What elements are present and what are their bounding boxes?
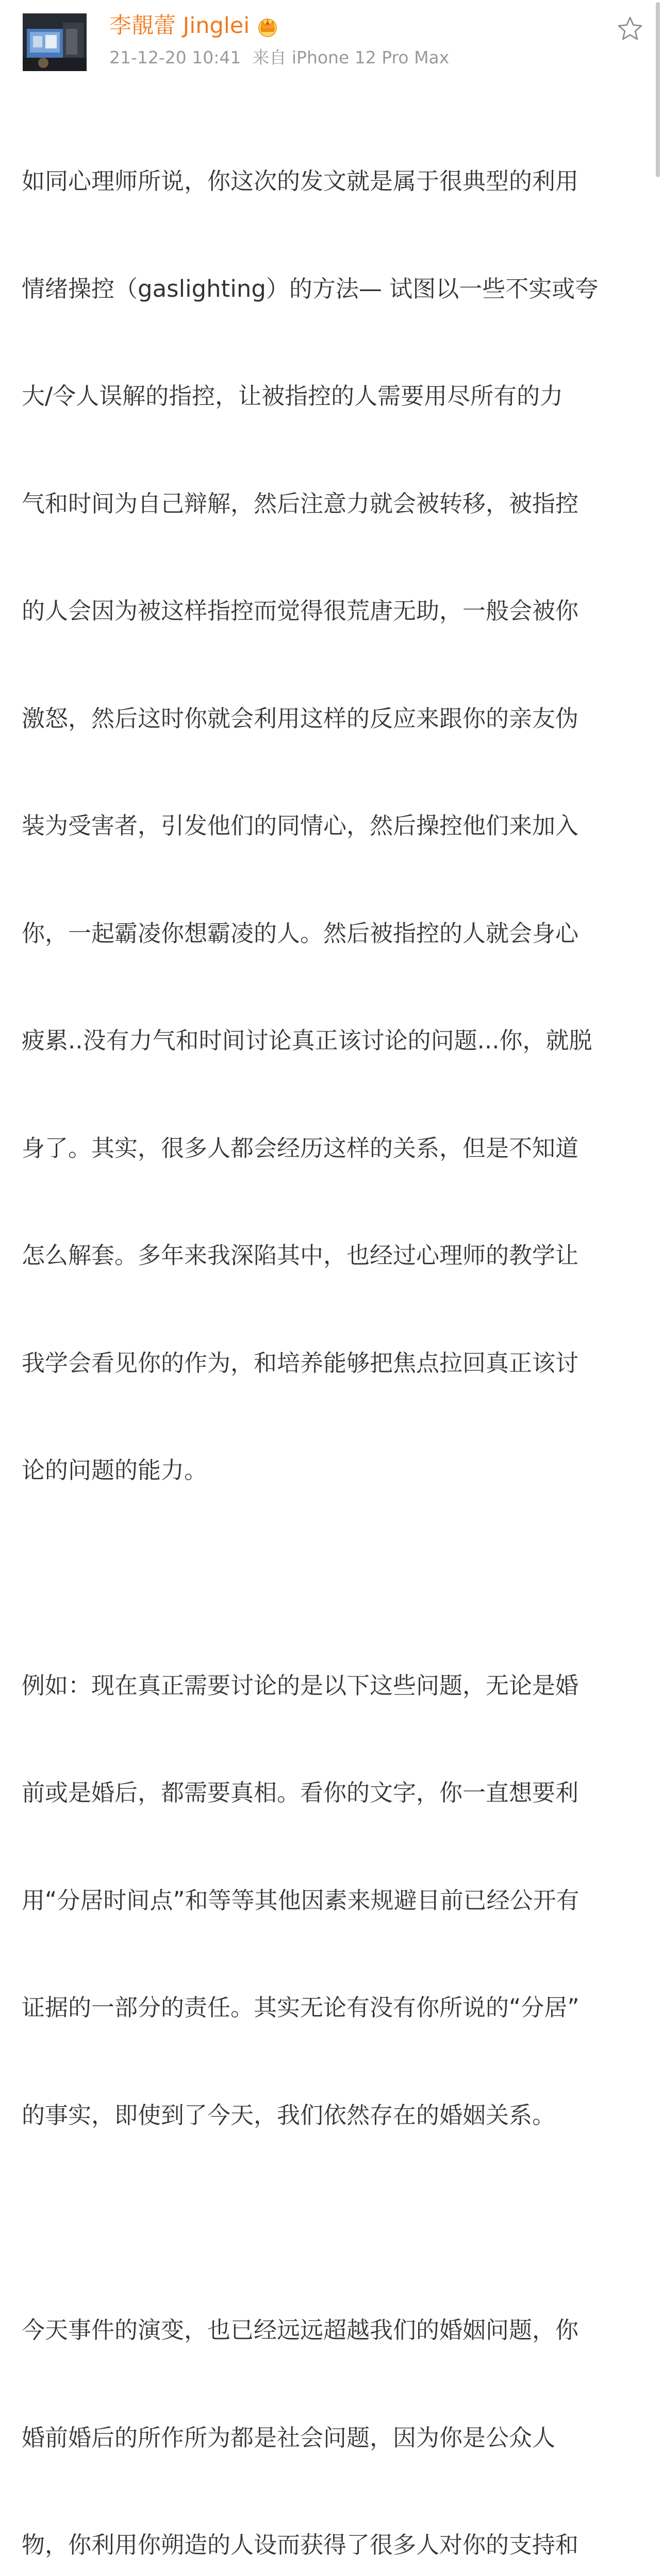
text-line: 论的问题的能力。	[22, 1456, 208, 1484]
text-line: 大/令人误解的指控，让被指控的人需要用尽所有的力	[22, 382, 564, 410]
text-line: 前或是婚后，都需要真相。看你的文字，你一直想要利	[22, 1779, 579, 1806]
crown-icon	[256, 15, 279, 37]
post-source[interactable]: 来自 iPhone 12 Pro Max	[252, 47, 450, 67]
text-line: 你，一起霸凌你想霸凌的人。然后被指控的人就会身心	[22, 919, 579, 947]
text-line: 证据的一部分的责任。其实无论有没有你所说的“分居”	[22, 1994, 580, 2021]
text-line: 身了。其实，很多人都会经历这样的关系，但是不知道	[22, 1134, 579, 1162]
avatar[interactable]	[23, 13, 87, 71]
post-body	[22, 92, 640, 2576]
post-paragraph	[22, 1596, 640, 2205]
text-line: 情绪操控（gaslighting）的方法— 试图以一些不实或夸	[22, 275, 599, 302]
scrollbar[interactable]	[656, 2, 660, 177]
post-paragraph	[22, 2241, 640, 2576]
star-icon[interactable]	[617, 15, 643, 42]
text-line: 我学会看见你的作为，和培养能够把焦点拉回真正该讨	[22, 1349, 579, 1377]
username[interactable]: 李靚蕾 Jinglei	[109, 13, 250, 39]
text-line: 的事实，即使到了今天，我们依然存在的婚姻关系。	[22, 2101, 556, 2129]
avatar-photo-icon	[23, 13, 87, 71]
text-line: 激怒，然后这时你就会利用这样的反应来跟你的亲友伪	[22, 704, 579, 732]
text-line: 物，你利用你朔造的人设而获得了很多人对你的支持和	[22, 2531, 579, 2558]
text-line: 装为受害者，引发他们的同情心，然后操控他们来加入	[22, 812, 579, 839]
text-line: 用“分居时间点”和等等其他因素来规避目前已经公开有	[22, 1886, 580, 1914]
text-line: 今天事件的演变，也已经远远超越我们的婚姻问题，你	[22, 2316, 579, 2344]
post-timestamp: 21-12-20 10:41	[109, 47, 241, 67]
text-line: 婚前婚后的所作所为都是社会问题，因为你是公众人	[22, 2424, 556, 2451]
post-paragraph	[22, 92, 640, 1560]
text-line: 如同心理师所说，你这次的发文就是属于很典型的利用	[22, 167, 579, 195]
text-line: 气和时间为自己辩解，然后注意力就会被转移，被指控	[22, 489, 579, 517]
text-line: 例如：现在真正需要讨论的是以下这些问题，无论是婚	[22, 1671, 579, 1699]
post-header	[0, 0, 662, 82]
post-meta	[109, 45, 449, 70]
text-line: 疲累..没有力气和时间讨论真正该讨论的问题...你，就脱	[22, 1027, 592, 1054]
text-line: 的人会因为被这样指控而觉得很荒唐无助，一般会被你	[22, 597, 579, 624]
text-line: 怎么解套。多年来我深陷其中，也经过心理师的教学让	[22, 1242, 579, 1269]
